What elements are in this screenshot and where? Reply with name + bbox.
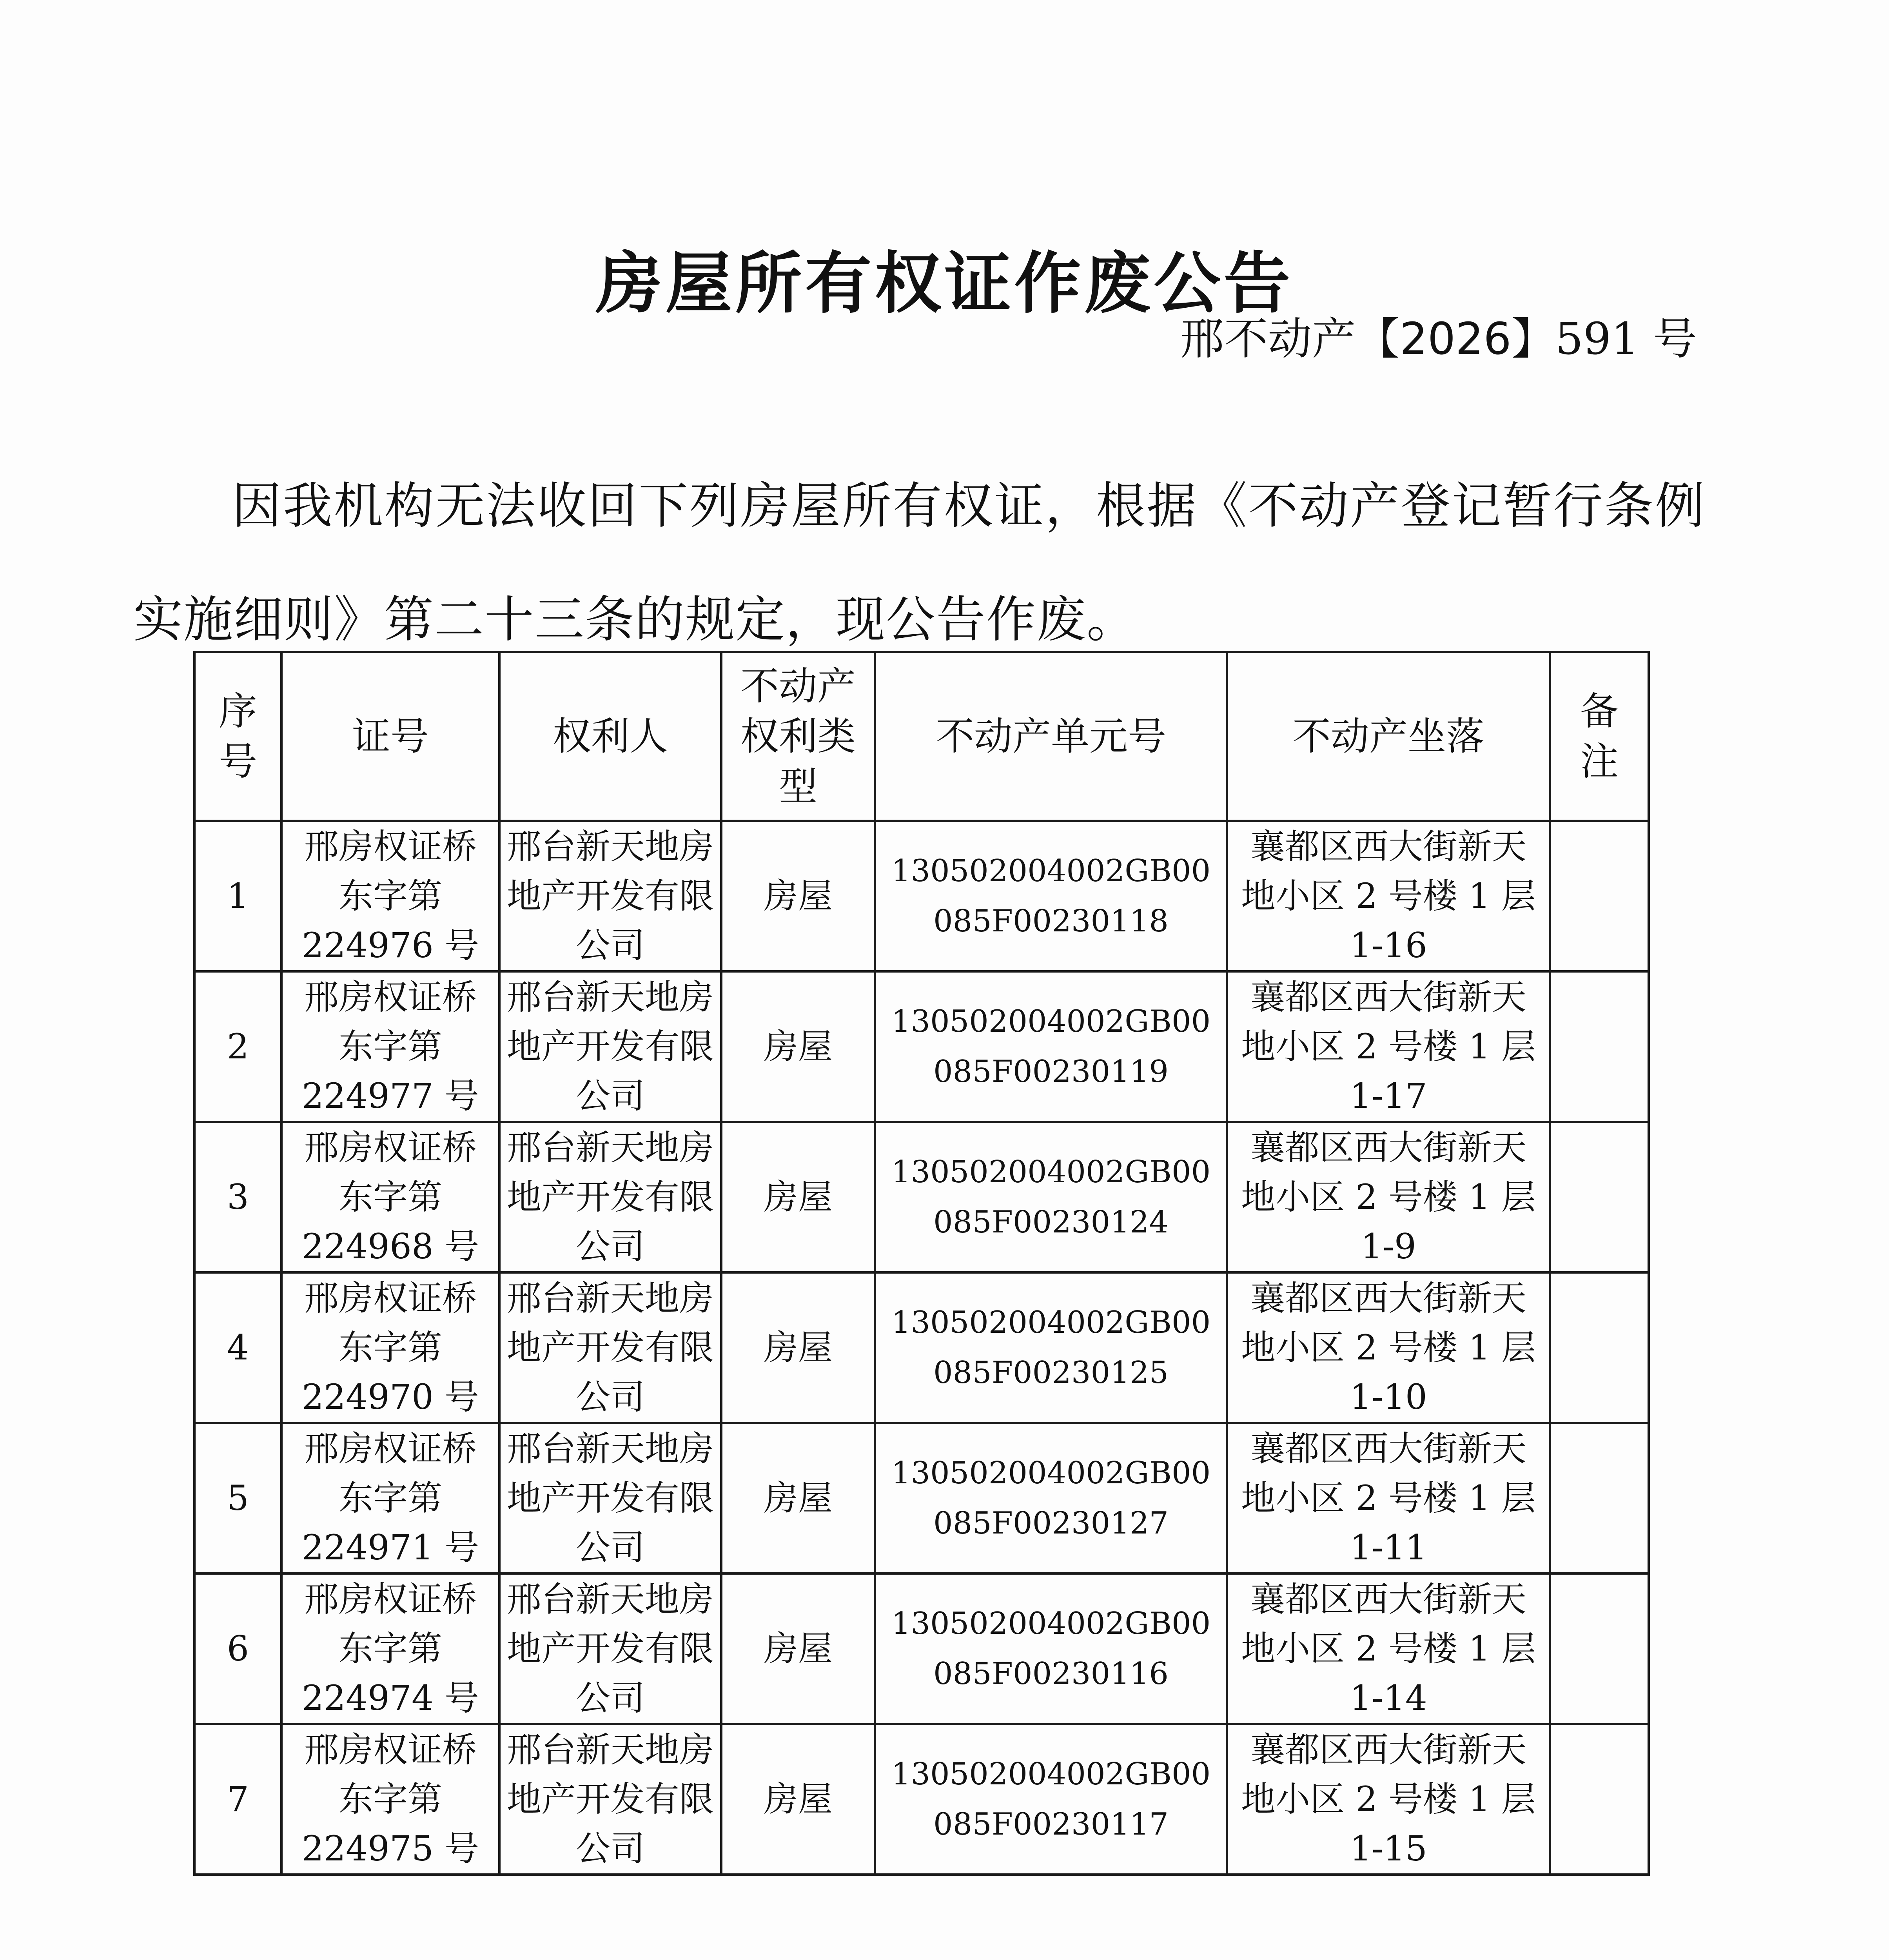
cell-note [1550, 971, 1649, 1122]
cell-owner: 邢台新天地房地产开发有限公司 [499, 1423, 721, 1573]
cell-location: 襄都区西大街新天地小区 2 号楼 1 层1-14 [1227, 1573, 1550, 1724]
cell-unit-number: 130502004002GB00085F00230118 [875, 821, 1227, 971]
cell-seq: 7 [194, 1724, 281, 1875]
cell-note [1550, 821, 1649, 971]
cell-note [1550, 1573, 1649, 1724]
cell-right-type: 房屋 [721, 1122, 875, 1272]
cell-owner: 邢台新天地房地产开发有限公司 [499, 971, 721, 1122]
cell-location: 襄都区西大街新天地小区 2 号楼 1 层1-10 [1227, 1272, 1550, 1423]
table-body [194, 821, 1649, 1875]
cell-seq: 1 [194, 821, 281, 971]
cell-unit-number: 130502004002GB00085F00230119 [875, 971, 1227, 1122]
header-cert: 证号 [281, 652, 499, 821]
cell-owner: 邢台新天地房地产开发有限公司 [499, 1122, 721, 1272]
header-location: 不动产坐落 [1227, 652, 1550, 821]
cell-seq: 5 [194, 1423, 281, 1573]
cell-seq: 4 [194, 1272, 281, 1423]
cell-unit-number: 130502004002GB00085F00230124 [875, 1122, 1227, 1272]
table-row [194, 1724, 1649, 1875]
cell-owner: 邢台新天地房地产开发有限公司 [499, 821, 721, 971]
announcement-body: 因我机构无法收回下列房屋所有权证，根据《不动产登记暂行条例实施细则》第二十三条的规定，现公告作废。 [133, 477, 1705, 648]
cell-right-type: 房屋 [721, 1423, 875, 1573]
cell-location: 襄都区西大街新天地小区 2 号楼 1 层1-11 [1227, 1423, 1550, 1573]
table-header-row [194, 652, 1649, 821]
cell-unit-number: 130502004002GB00085F00230116 [875, 1573, 1227, 1724]
cell-right-type: 房屋 [721, 821, 875, 971]
cell-unit-number: 130502004002GB00085F00230127 [875, 1423, 1227, 1573]
cell-seq: 3 [194, 1122, 281, 1272]
cell-cert-number: 邢房权证桥东字第224976 号 [281, 821, 499, 971]
header-unit-number: 不动产单元号 [875, 652, 1227, 821]
table-row [194, 1272, 1649, 1423]
cell-note [1550, 1122, 1649, 1272]
cell-location: 襄都区西大街新天地小区 2 号楼 1 层1-17 [1227, 971, 1550, 1122]
document-number-suffix: 】591 号 [1511, 314, 1697, 365]
document-title: 房屋所有权证作废公告 [595, 245, 1294, 323]
table-row [194, 821, 1649, 971]
header-note: 备注 [1550, 652, 1649, 821]
cell-note [1550, 1423, 1649, 1573]
table-row [194, 1122, 1649, 1272]
cell-right-type: 房屋 [721, 1724, 875, 1875]
cell-right-type: 房屋 [721, 1272, 875, 1423]
cell-unit-number: 130502004002GB00085F00230125 [875, 1272, 1227, 1423]
header-right-type: 不动产权利类型 [721, 652, 875, 821]
header-owner: 权利人 [499, 652, 721, 821]
cell-location: 襄都区西大街新天地小区 2 号楼 1 层1-15 [1227, 1724, 1550, 1875]
cell-owner: 邢台新天地房地产开发有限公司 [499, 1272, 721, 1423]
cell-owner: 邢台新天地房地产开发有限公司 [499, 1724, 721, 1875]
cell-right-type: 房屋 [721, 1573, 875, 1724]
cell-seq: 6 [194, 1573, 281, 1724]
table-row [194, 1573, 1649, 1724]
document-number-year: 2026 [1399, 314, 1512, 365]
header-seq: 序号 [194, 652, 281, 821]
table-row [194, 1423, 1649, 1573]
cell-seq: 2 [194, 971, 281, 1122]
cell-owner: 邢台新天地房地产开发有限公司 [499, 1573, 721, 1724]
voided-certificates-table [193, 651, 1650, 1876]
cell-cert-number: 邢房权证桥东字第224977 号 [281, 971, 499, 1122]
cell-note [1550, 1724, 1649, 1875]
cell-cert-number: 邢房权证桥东字第224970 号 [281, 1272, 499, 1423]
table-row [194, 971, 1649, 1122]
cell-cert-number: 邢房权证桥东字第224971 号 [281, 1423, 499, 1573]
cell-right-type: 房屋 [721, 971, 875, 1122]
cell-cert-number: 邢房权证桥东字第224974 号 [281, 1573, 499, 1724]
cell-cert-number: 邢房权证桥东字第224968 号 [281, 1122, 499, 1272]
cell-unit-number: 130502004002GB00085F00230117 [875, 1724, 1227, 1875]
cell-location: 襄都区西大街新天地小区 2 号楼 1 层1-16 [1227, 821, 1550, 971]
document-number-prefix: 邢不动产【 [1180, 314, 1400, 365]
cell-note [1550, 1272, 1649, 1423]
document-number [1180, 310, 1697, 368]
cell-cert-number: 邢房权证桥东字第224975 号 [281, 1724, 499, 1875]
cell-location: 襄都区西大街新天地小区 2 号楼 1 层1-9 [1227, 1122, 1550, 1272]
